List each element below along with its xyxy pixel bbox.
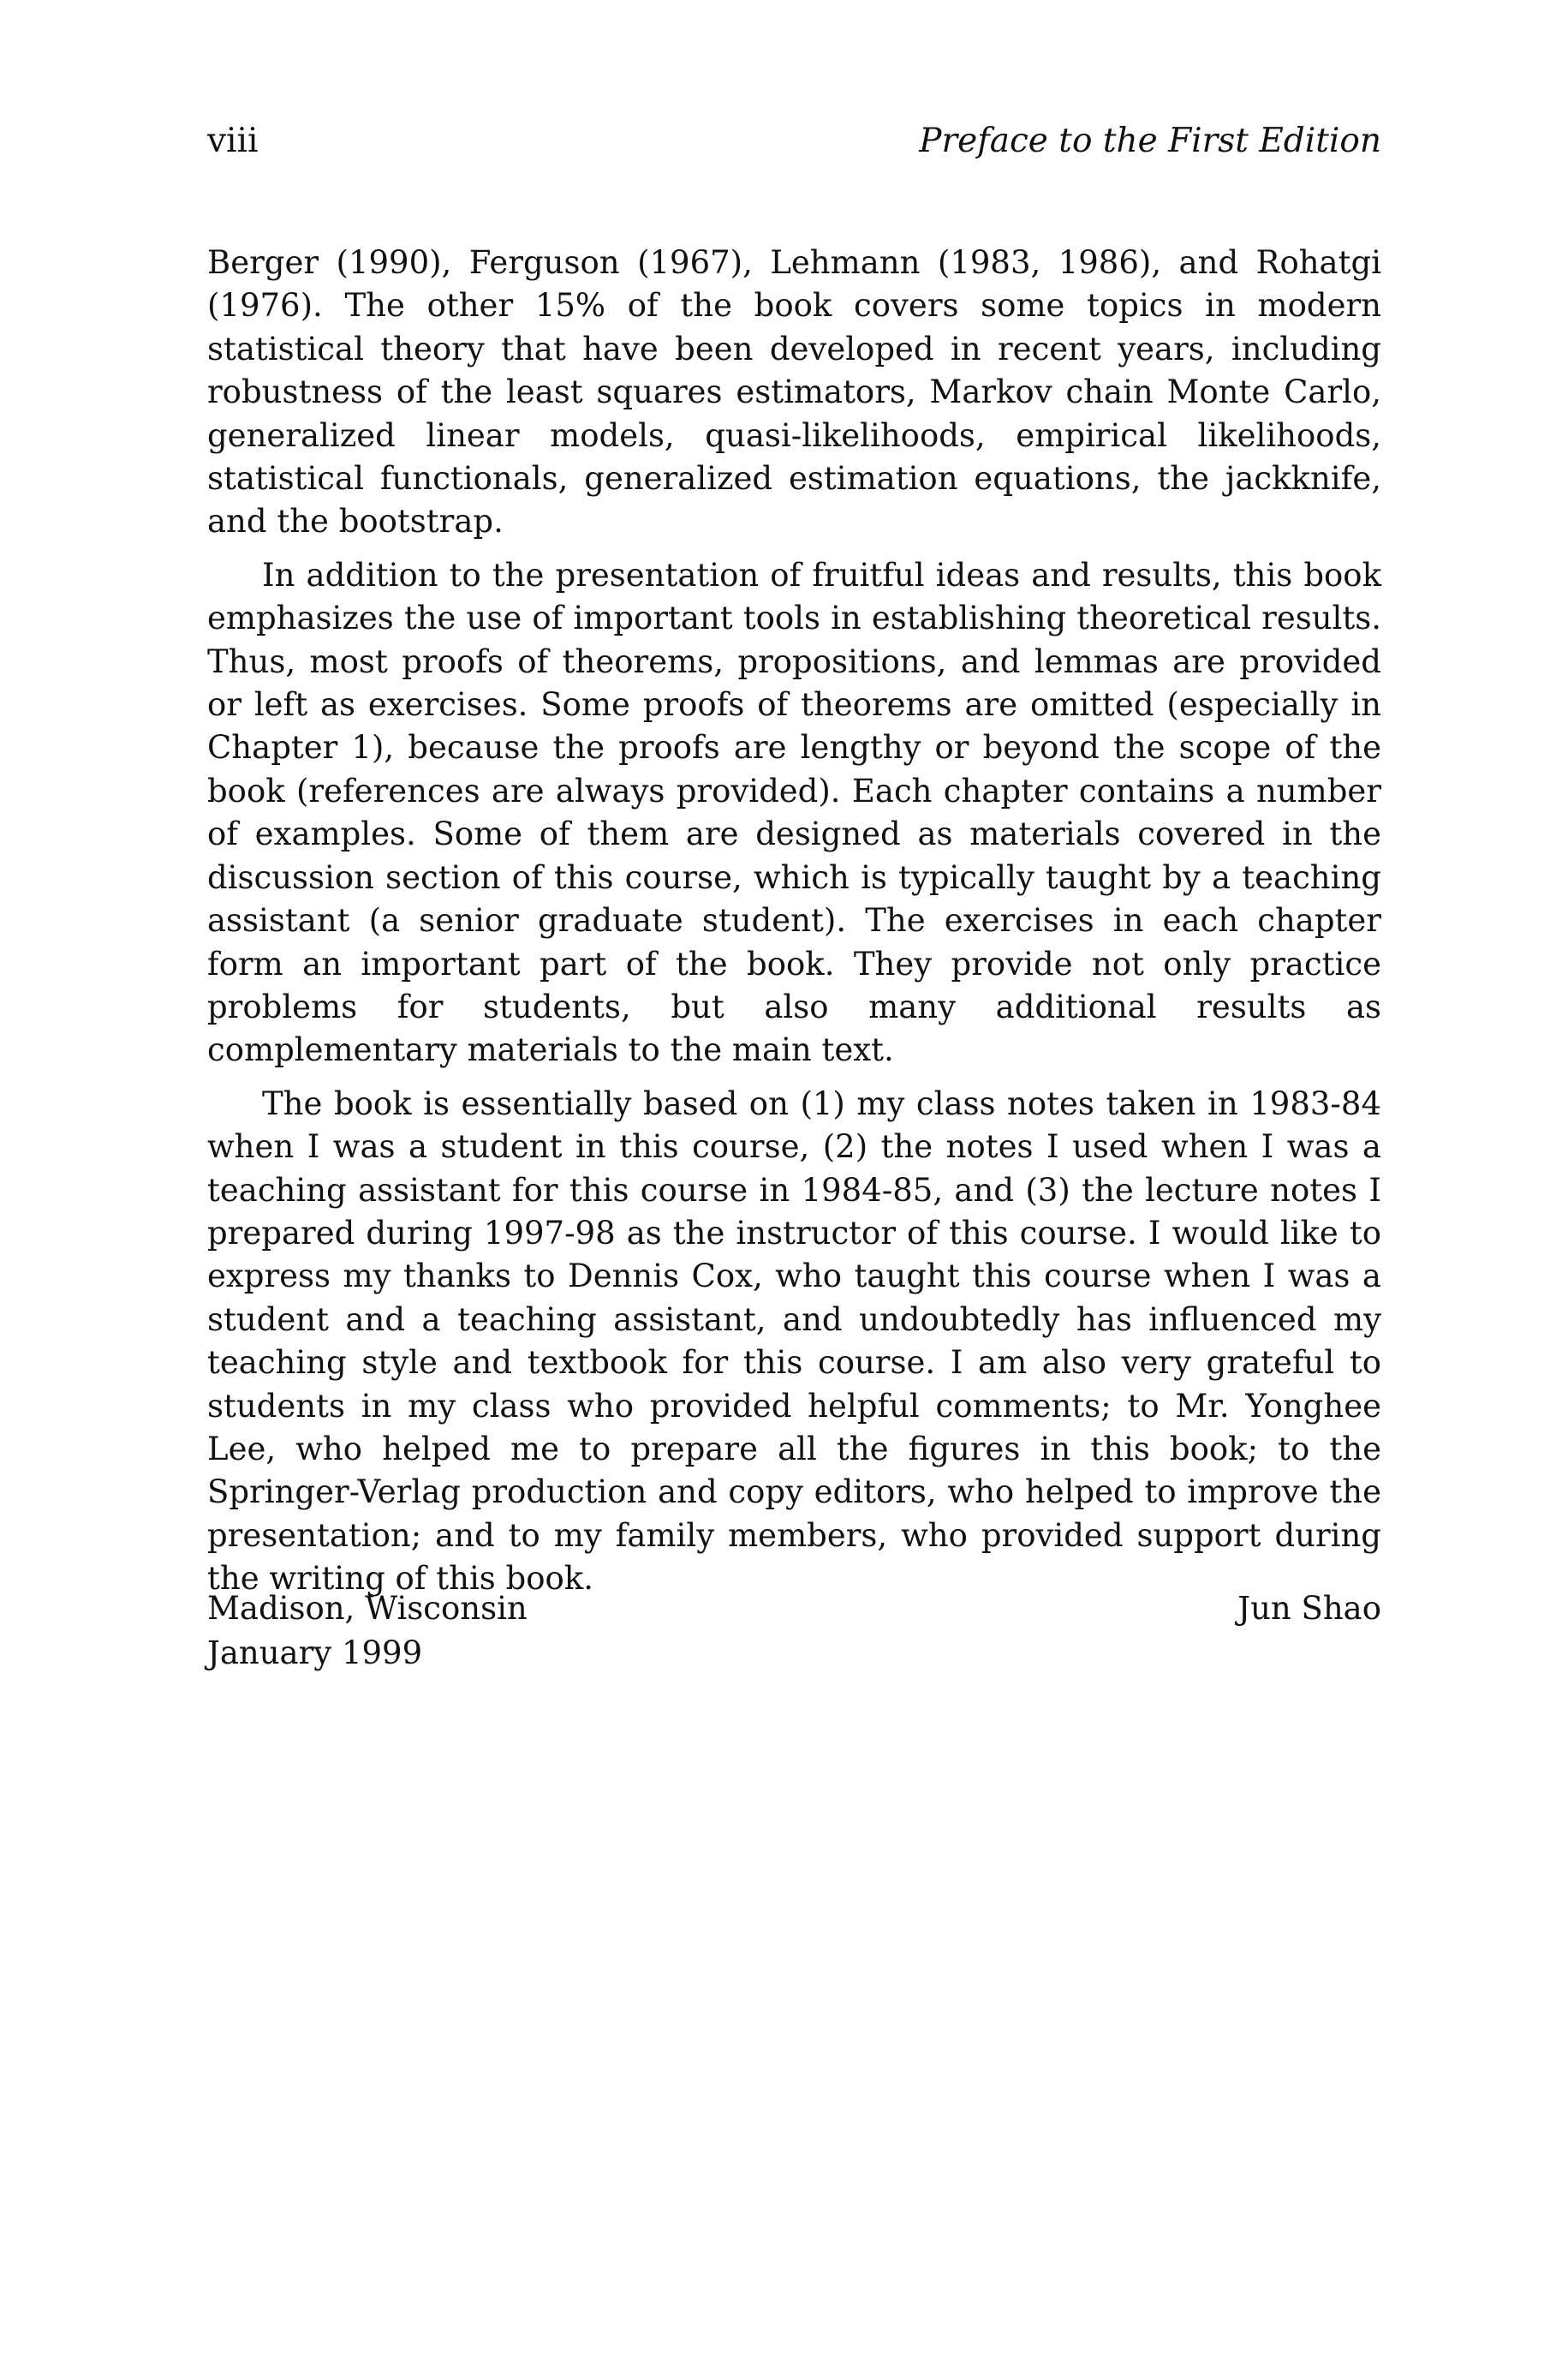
running-title: Preface to the First Edition <box>919 122 1381 160</box>
signature-date: January 1999 <box>207 1634 423 1671</box>
paragraph-acknowledgements: The book is essentially based on (1) my class notes taken in 1983-84 when I was a student in this course, (2) the notes I used when I was a teaching assistant for this course in 1984-85, and (3) the lecture notes I prepared during 1997-98 as the instructor of this course. I would like to express my thanks to Dennis Cox, who taught this course when I was a student and a teaching assistant, and undoubtedly has influenced my teaching style and textbook for this course. I am also very grateful to students in my class who provided helpful comments; to Mr. Yonghee Lee, who helped me to prepare all the figures in this book; to the Springer-Verlag production and copy editors, who helped to improve the presentation; and to my family members, who provided support during the writing of this book. <box>207 1084 1381 1598</box>
paragraph-continued: Berger (1990), Ferguson (1967), Lehmann (1983, 1986), and Rohatgi (1976). The other 15% of the book covers some topics in modern statistical theory that have been developed in recent years, including robustness of the least squares estimators, Markov chain Monte Carlo, generalized linear models, quasi-likelihoods, empirical likelihoods, statistical functionals, generalized estimation equations, the jackknife, and the bootstrap. <box>207 244 1381 541</box>
paragraph-tools: In addition to the presentation of fruitful ideas and results, this book emphasizes the use of important tools in establishing theoretical results. Thus, most proofs of theorems, propositions, and lemmas are provided or left as exercises. Some proofs of theorems are omitted (especially in Chapter 1), because the proofs are lengthy or beyond the scope of the book (references are always provided). Each chapter contains a number of examples. Some of them are designed as materials covered in the discussion section of this course, which is typically taught by a teaching assistant (a senior graduate student). The exercises in each chapter form an important part of the book. They provide not only practice problems for students, but also many additional results as complementary materials to the main text. <box>207 556 1381 1069</box>
preface-body <box>207 242 1381 1611</box>
page-header <box>207 116 1381 167</box>
signature-author: Jun Shao <box>1237 1590 1381 1627</box>
signature-place: Madison, Wisconsin <box>207 1590 528 1627</box>
page-number: viii <box>207 122 259 160</box>
